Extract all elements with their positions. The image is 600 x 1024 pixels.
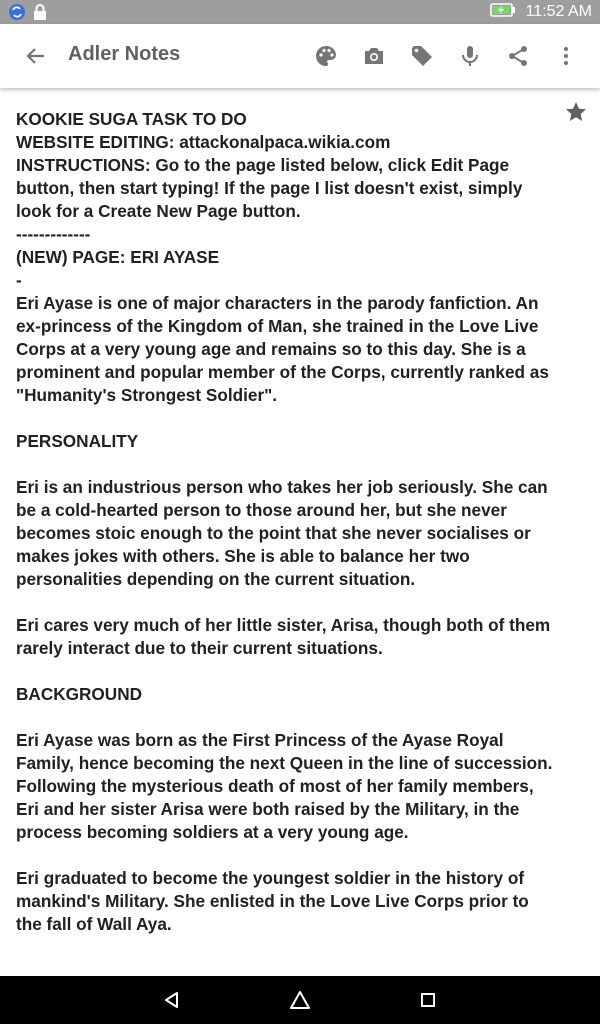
note-line (16, 844, 556, 867)
more-icon[interactable] (550, 40, 582, 72)
status-time: 11:52 AM (525, 3, 592, 20)
sync-icon (8, 3, 26, 26)
note-line: WEBSITE EDITING: attackonalpaca.wikia.com (16, 132, 391, 152)
app-bar (0, 24, 600, 88)
note-line: Eri is an industrious person who takes her job seriously. She can be a cold-hearted person to those around her, but she never becomes stoic enough to the point that she never socialises or makes jokes with others. She is able to balance her two personalities depending on the current situation. (16, 477, 553, 589)
note-line (16, 660, 556, 683)
back-arrow-icon[interactable] (20, 40, 52, 72)
camera-icon[interactable] (358, 40, 390, 72)
note-line: (NEW) PAGE: ERI AYASE (16, 247, 220, 267)
palette-icon[interactable] (310, 40, 342, 72)
note-line (16, 706, 556, 729)
note-line: Eri cares very much of her little sister, Arisa, though both of them rarely interact due to their current situations. (16, 615, 555, 658)
note-line (16, 407, 556, 430)
battery-charging-icon (490, 2, 516, 23)
note-line: KOOKIE SUGA TASK TO DO (16, 109, 247, 129)
lock-icon (32, 3, 48, 26)
share-icon[interactable] (502, 40, 534, 72)
star-icon[interactable] (564, 100, 588, 124)
note-line: PERSONALITY (16, 431, 139, 451)
navigation-bar (0, 976, 600, 1024)
note-line: BACKGROUND (16, 684, 143, 704)
home-nav-icon[interactable] (284, 984, 316, 1016)
note-line (16, 453, 556, 476)
note-line: - (16, 270, 22, 290)
note-line: Eri Ayase is one of major characters in the parody fanfiction. An ex-princess of the Kingdom of Man, she trained in the Love Live Corps at a very young age and remains so to this day. She is a prominent and popular member of the Corps, currently ranked as "Humanity's Strongest Soldier". (16, 293, 554, 405)
mic-icon[interactable] (454, 40, 486, 72)
note-line (16, 591, 556, 614)
tag-icon[interactable] (406, 40, 438, 72)
note-line: Eri Ayase was born as the First Princess of the Ayase Royal Family, hence becoming the next Queen in the line of succession. Following the mysterious death of most of her family members, Eri and her sister Arisa were both raised by the Military, in the process becoming soldiers at a very young age. (16, 730, 558, 842)
app-title: Adler Notes (68, 43, 181, 65)
note-body[interactable] (16, 108, 556, 936)
recents-nav-icon[interactable] (412, 984, 444, 1016)
note-line: ------------- (16, 224, 91, 244)
note-line: Eri graduated to become the youngest soldier in the history of mankind's Military. She enlisted in the Love Live Corps prior to the fall of Wall Aya. (16, 868, 534, 934)
note-line: INSTRUCTIONS: Go to the page listed below, click Edit Page button, then start typing! If the page I list doesn't exist, simply look for a Create New Page button. (16, 155, 528, 221)
back-nav-icon[interactable] (156, 984, 188, 1016)
status-bar (0, 0, 600, 24)
